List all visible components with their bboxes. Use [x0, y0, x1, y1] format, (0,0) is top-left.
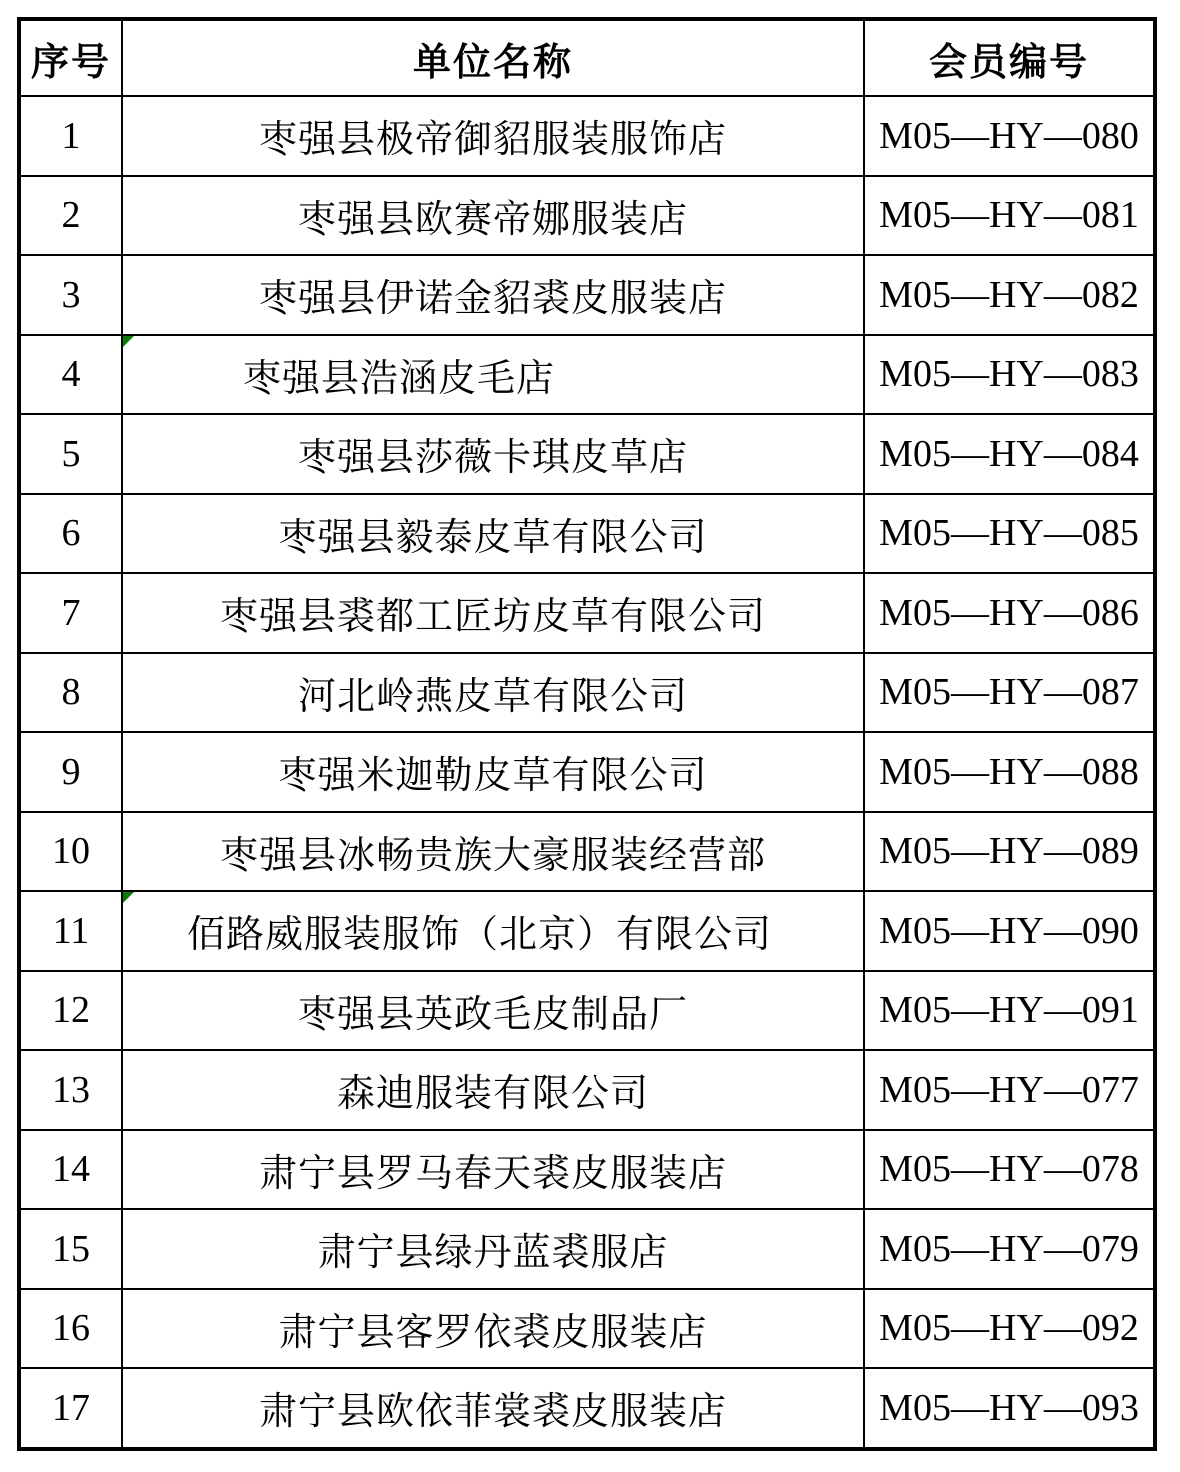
member-table — [17, 17, 1157, 1451]
table-row — [19, 96, 1155, 176]
company-name-cell[interactable] — [122, 1289, 864, 1369]
company-name-cell[interactable] — [122, 971, 864, 1051]
row-index-cell[interactable]: 7 — [19, 573, 122, 653]
company-name: 河北岭燕皮草有限公司 — [297, 675, 688, 718]
row-index-cell[interactable]: 4 — [19, 335, 122, 415]
row-index-cell[interactable]: 14 — [19, 1130, 122, 1210]
table-row — [19, 176, 1155, 256]
row-index-cell[interactable]: 17 — [19, 1368, 122, 1449]
header-serial-number: 序号 — [19, 19, 122, 96]
company-name-cell[interactable] — [122, 255, 864, 335]
member-code-cell[interactable]: M05—HY—090 — [864, 891, 1155, 971]
table-header-row — [19, 19, 1155, 96]
company-name-cell[interactable] — [122, 812, 864, 892]
company-name-cell[interactable] — [122, 573, 864, 653]
company-name-cell[interactable] — [122, 732, 864, 812]
table-row — [19, 891, 1155, 971]
row-index-cell[interactable]: 5 — [19, 414, 122, 494]
table-row — [19, 1289, 1155, 1369]
company-name-cell[interactable] — [122, 1209, 864, 1289]
company-name-cell[interactable] — [122, 653, 864, 733]
member-code-cell[interactable]: M05—HY—091 — [864, 971, 1155, 1051]
table-row — [19, 1050, 1155, 1130]
row-index-cell[interactable]: 9 — [19, 732, 122, 812]
member-code-cell[interactable]: M05—HY—089 — [864, 812, 1155, 892]
company-name-cell[interactable] — [122, 96, 864, 176]
member-code-cell[interactable]: M05—HY—081 — [864, 176, 1155, 256]
member-code-cell[interactable]: M05—HY—082 — [864, 255, 1155, 335]
row-index-cell[interactable]: 16 — [19, 1289, 122, 1369]
company-name: 肃宁县客罗依裘皮服装店 — [278, 1311, 708, 1354]
company-name: 佰路威服装服饰（北京）有限公司 — [187, 914, 773, 957]
row-index-cell[interactable]: 2 — [19, 176, 122, 256]
member-code-cell[interactable]: M05—HY—084 — [864, 414, 1155, 494]
member-code-cell[interactable]: M05—HY—087 — [864, 653, 1155, 733]
table-row — [19, 971, 1155, 1051]
table-row — [19, 255, 1155, 335]
company-name: 森迪服装有限公司 — [336, 1073, 649, 1116]
company-name: 枣强县英政毛皮制品厂 — [297, 993, 688, 1036]
company-name: 肃宁县罗马春天裘皮服装店 — [258, 1152, 727, 1195]
member-code-cell[interactable]: M05—HY—086 — [864, 573, 1155, 653]
row-index-cell[interactable]: 6 — [19, 494, 122, 574]
header-member-code: 会员编号 — [864, 19, 1155, 96]
company-name: 枣强米迦勒皮草有限公司 — [278, 755, 708, 798]
row-index-cell[interactable]: 12 — [19, 971, 122, 1051]
company-name: 肃宁县绿丹蓝裘服店 — [317, 1232, 669, 1275]
row-index-cell[interactable]: 15 — [19, 1209, 122, 1289]
company-name: 枣强县莎薇卡琪皮草店 — [297, 437, 688, 480]
row-index-cell[interactable]: 8 — [19, 653, 122, 733]
row-index-cell[interactable]: 3 — [19, 255, 122, 335]
member-code-cell[interactable]: M05—HY—080 — [864, 96, 1155, 176]
member-code-cell[interactable]: M05—HY—093 — [864, 1368, 1155, 1449]
member-table-sheet — [17, 17, 1157, 1451]
company-name: 肃宁县欧依菲裳裘皮服装店 — [258, 1391, 727, 1434]
company-name: 枣强县欧赛帝娜服装店 — [297, 198, 688, 241]
company-name-cell[interactable] — [122, 1130, 864, 1210]
company-name-cell[interactable] — [122, 1368, 864, 1449]
table-row — [19, 573, 1155, 653]
company-name: 枣强县伊诺金貂裘皮服装店 — [258, 278, 727, 321]
table-row — [19, 494, 1155, 574]
company-name-cell[interactable] — [122, 891, 864, 971]
header-unit-name: 单位名称 — [122, 19, 864, 96]
company-name: 枣强县冰畅贵族大豪服装经营部 — [219, 834, 766, 877]
table-row — [19, 1209, 1155, 1289]
member-code-cell[interactable]: M05—HY—079 — [864, 1209, 1155, 1289]
table-row — [19, 812, 1155, 892]
company-name: 枣强县浩涵皮毛店 — [243, 357, 556, 400]
row-index-cell[interactable]: 10 — [19, 812, 122, 892]
table-row — [19, 335, 1155, 415]
member-code-cell[interactable]: M05—HY—078 — [864, 1130, 1155, 1210]
company-name-cell[interactable] — [122, 1050, 864, 1130]
row-index-cell[interactable]: 11 — [19, 891, 122, 971]
table-row — [19, 1368, 1155, 1449]
table-row — [19, 653, 1155, 733]
company-name-cell[interactable] — [122, 176, 864, 256]
comment-marker-icon — [123, 892, 134, 903]
company-name: 枣强县毅泰皮草有限公司 — [278, 516, 708, 559]
table-row — [19, 732, 1155, 812]
member-code-cell[interactable]: M05—HY—092 — [864, 1289, 1155, 1369]
member-code-cell[interactable]: M05—HY—088 — [864, 732, 1155, 812]
table-body — [19, 96, 1155, 1449]
table-row — [19, 1130, 1155, 1210]
member-code-cell[interactable]: M05—HY—085 — [864, 494, 1155, 574]
company-name-cell[interactable] — [122, 414, 864, 494]
row-index-cell[interactable]: 1 — [19, 96, 122, 176]
row-index-cell[interactable]: 13 — [19, 1050, 122, 1130]
company-name-cell[interactable] — [122, 494, 864, 574]
member-code-cell[interactable]: M05—HY—083 — [864, 335, 1155, 415]
company-name: 枣强县极帝御貂服装服饰店 — [258, 119, 727, 162]
comment-marker-icon — [123, 336, 134, 347]
member-code-cell[interactable]: M05—HY—077 — [864, 1050, 1155, 1130]
company-name: 枣强县裘都工匠坊皮草有限公司 — [219, 596, 766, 639]
company-name-cell[interactable] — [122, 335, 864, 415]
table-row — [19, 414, 1155, 494]
